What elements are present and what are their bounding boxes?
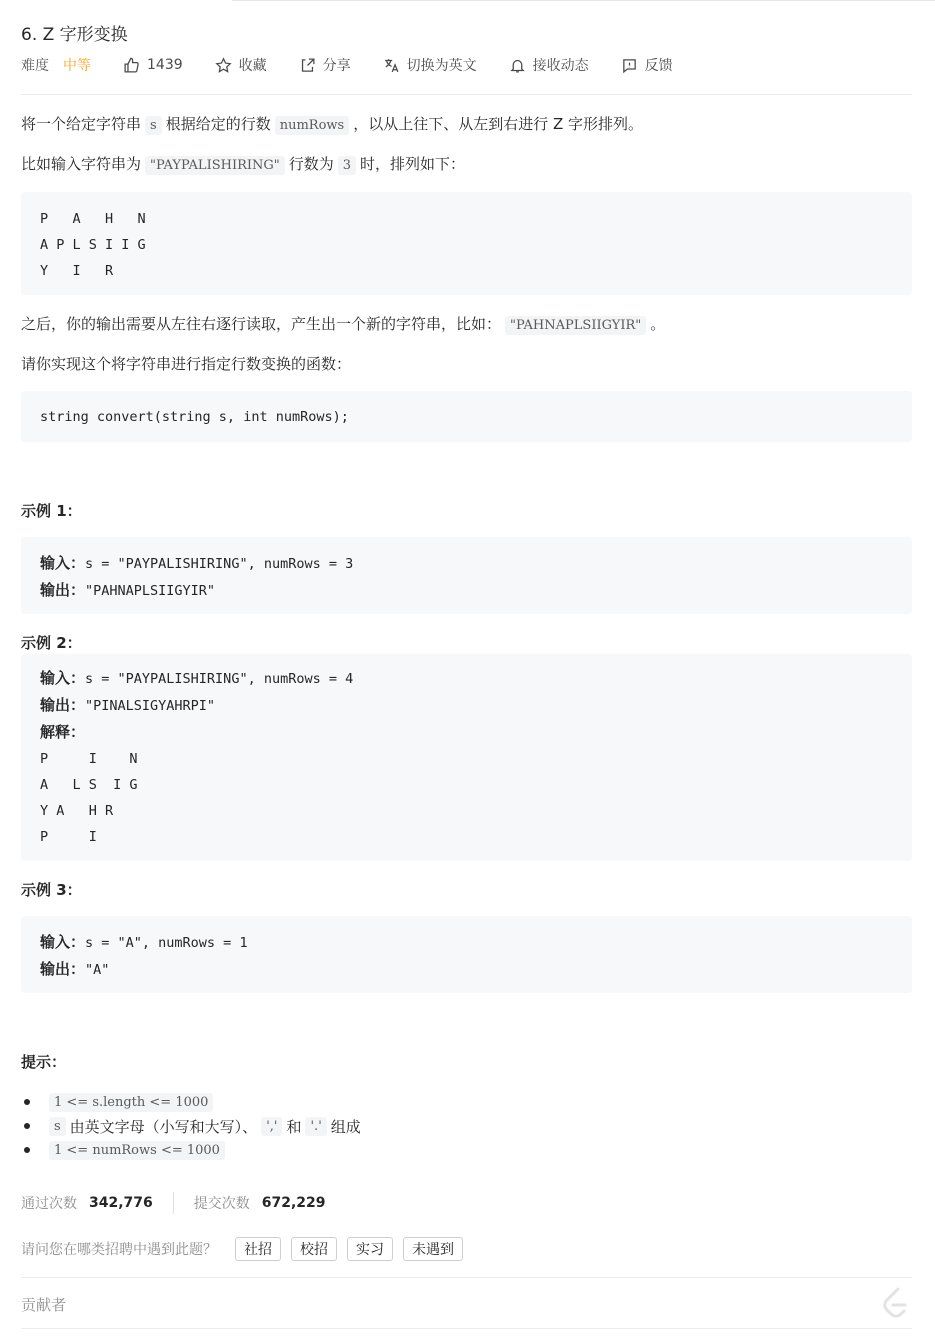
bottom-divider: [21, 1328, 912, 1329]
accepted-label: 通过次数: [21, 1196, 77, 1212]
description-paragraph-2: [21, 153, 465, 177]
share-label: 分享: [322, 58, 351, 74]
text: 将一个给定字符串: [21, 115, 142, 133]
text: 根据给定的行数: [165, 115, 271, 133]
difficulty-label: 难度: [21, 58, 49, 74]
survey-option-campus[interactable]: 校招: [291, 1237, 337, 1261]
description-paragraph-1: [21, 113, 643, 137]
description-paragraph-4: 请你实现这个将字符串进行指定行数变换的函数：: [21, 355, 352, 373]
zigzag-text: P A H N A P L S I I G Y I R: [40, 211, 146, 279]
example-output: "A": [85, 962, 110, 978]
example-3-heading: 示例 3：: [21, 881, 82, 899]
survey-question: 请问您在哪类招聘中遇到此题？: [21, 1242, 217, 1258]
bell-icon: [509, 57, 526, 74]
problem-title: 6. Z 字形变换: [21, 25, 128, 45]
example-3-block: [21, 916, 912, 993]
notify-button[interactable]: [509, 55, 589, 75]
inline-code: 1 <= numRows <= 1000: [49, 1141, 225, 1160]
inline-code: 3: [338, 156, 356, 175]
share-button[interactable]: [299, 55, 351, 75]
text: 组成: [330, 1117, 361, 1136]
survey-option-never[interactable]: 未遇到: [403, 1237, 463, 1261]
top-divider: [232, 0, 935, 1]
example-1-heading: 示例 1：: [21, 502, 82, 520]
contributors-divider: [21, 1277, 912, 1278]
example-explanation: P I N A L S I G Y A H R P I: [40, 751, 138, 845]
zigzag-code-block: [21, 192, 912, 295]
output-label: 输出：: [40, 581, 86, 599]
inline-code: "PAHNAPLSIIGYIR": [505, 316, 646, 335]
switch-language-label: 切换为英文: [406, 58, 477, 74]
inline-code: "PAYPALISHIRING": [145, 156, 285, 175]
example-output: "PAHNAPLSIIGYIR": [85, 583, 216, 599]
input-label: 输入：: [40, 933, 86, 951]
translate-icon: [383, 57, 400, 74]
example-2-heading: 示例 2：: [21, 634, 82, 652]
interview-survey: [21, 1237, 463, 1261]
difficulty-value: 中等: [63, 58, 91, 74]
thumbs-up-icon: [123, 57, 140, 74]
accepted-count: 342,776: [89, 1195, 153, 1211]
inline-code: s: [49, 1117, 66, 1136]
example-output: "PINALSIGYAHRPI": [85, 698, 216, 714]
text: 之后，你的输出需要从左往右逐行读取，产生出一个新的字符串，比如：: [21, 315, 502, 333]
inline-code: numRows: [275, 116, 350, 135]
example-input: s = "PAYPALISHIRING", numRows = 3: [85, 556, 354, 572]
tips-heading: 提示：: [21, 1053, 67, 1071]
signature-code-block: [21, 391, 912, 442]
tip-item: [49, 1138, 361, 1162]
feedback-label: 反馈: [644, 58, 673, 74]
example-input: s = "PAYPALISHIRING", numRows = 4: [85, 671, 354, 687]
input-label: 输入：: [40, 669, 86, 687]
feedback-button[interactable]: [621, 55, 673, 75]
switch-language-button[interactable]: [383, 55, 477, 75]
example-1-content: [40, 550, 353, 604]
example-3-content: [40, 929, 248, 983]
favorite-button[interactable]: [215, 55, 267, 75]
feedback-icon: [621, 57, 638, 74]
tip-item: [49, 1114, 361, 1138]
tip-item: [49, 1090, 361, 1114]
submissions-count: 672,229: [261, 1195, 326, 1211]
example-1-block: [21, 537, 912, 614]
problem-meta-bar: [21, 55, 673, 75]
text: 。: [650, 315, 666, 333]
inline-code: s: [145, 116, 162, 135]
text: 和: [286, 1117, 302, 1136]
text: ，以从上往下、从左到右进行 Z 字形排列。: [353, 115, 644, 133]
text: 比如输入字符串为: [21, 155, 142, 173]
inline-code: '.': [305, 1117, 326, 1136]
tips-list: [49, 1090, 361, 1162]
text: 行数为: [288, 155, 334, 173]
inline-code: 1 <= s.length <= 1000: [49, 1093, 213, 1112]
contributors-label[interactable]: 贡献者: [21, 1296, 67, 1314]
example-input: s = "A", numRows = 1: [85, 935, 248, 951]
favorite-label: 收藏: [238, 58, 267, 74]
like-count: 1439: [147, 57, 183, 73]
share-icon: [299, 57, 316, 74]
star-icon: [215, 57, 232, 74]
like-button[interactable]: [123, 57, 183, 74]
example-2-content: [40, 665, 353, 850]
survey-option-intern[interactable]: 实习: [347, 1237, 393, 1261]
survey-option-social[interactable]: 社招: [235, 1237, 281, 1261]
output-label: 输出：: [40, 696, 86, 714]
example-2-block: [21, 654, 912, 861]
header-divider: [21, 94, 912, 95]
text: 由英文字母（小写和大写）、: [69, 1117, 258, 1136]
stats-separator: [173, 1192, 174, 1214]
input-label: 输入：: [40, 554, 86, 572]
output-label: 输出：: [40, 960, 86, 978]
text: 时，排列如下：: [360, 155, 466, 173]
notify-label: 接收动态: [532, 58, 589, 74]
function-signature: string convert(string s, int numRows);: [40, 409, 349, 425]
leetcode-logo-icon: [880, 1286, 910, 1320]
inline-code: ',': [261, 1117, 282, 1136]
submission-stats: [21, 1192, 326, 1214]
explain-label: 解释：: [40, 723, 86, 741]
description-paragraph-3: [21, 313, 665, 337]
submissions-label: 提交次数: [193, 1196, 250, 1212]
